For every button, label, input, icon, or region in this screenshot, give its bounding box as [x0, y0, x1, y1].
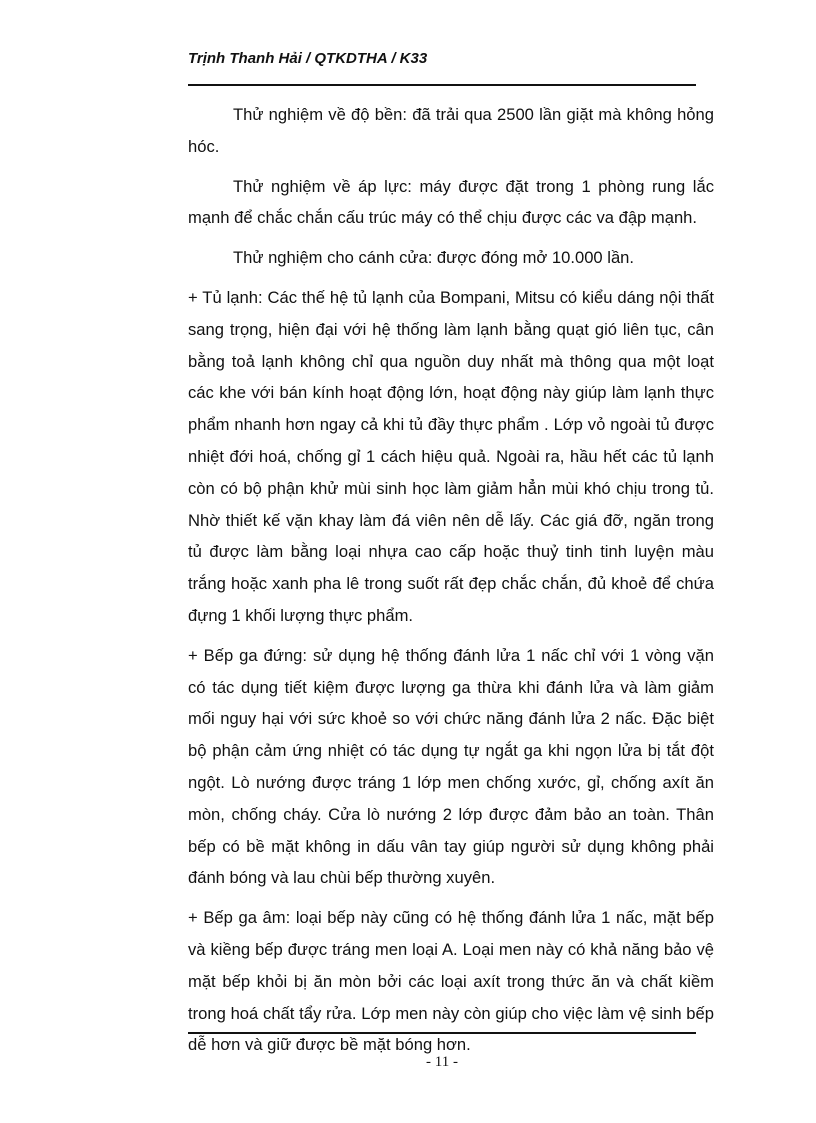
paragraph-pressure-test: Thử nghiệm về áp lực: máy được đặt trong 1 phòng rung lắc mạnh để chắc chắn cấu trúc máy có thể chịu được các va đập mạnh.	[188, 176, 714, 228]
paragraph-refrigerator: + Tủ lạnh: Các thế hệ tủ lạnh của Bompani, Mitsu có kiểu dáng nội thất sang trọng, hiện đại với hệ thống làm lạnh bằng quạt gió liên tục, cân bằng toả lạnh không chỉ qua nguồn duy nhất mà thông qua một loạt các khe với bán kính hoạt động lớn, hoạt động này giúp làm lạnh thực phẩm nhanh hơn ngay cả khi tủ đầy thực phẩm . Lớp vỏ ngoài tủ được nhiệt đới hoá, chống gỉ 1 cách hiệu quả. Ngoài ra, hầu hết các tủ lạnh còn có bộ phận khử mùi sinh học làm giảm hẳn mùi khó chịu trong tủ. Nhờ thiết kế vặn khay làm đá viên nên dễ lấy. Các giá đỡ, ngăn trong tủ được làm bằng loại nhựa cao cấp hoặc thuỷ tinh tinh luyện màu trắng hoặc xanh pha lê trong suốt rất đẹp chắc chắn, đủ khoẻ để chứa đựng 1 khối lượng thực phẩm.	[188, 287, 714, 625]
paragraph-door-test: Thử nghiệm cho cánh cửa: được đóng mở 10.000 lần.	[233, 248, 635, 268]
page-header	[188, 50, 696, 86]
paragraph-built-in-gas-stove: + Bếp ga âm: loại bếp này cũng có hệ thống đánh lửa 1 nấc, mặt bếp và kiềng bếp được tráng men loại A. Loại men này có khả năng bảo vệ mặt bếp khỏi bị ăn mòn bởi các loại axít trong thức ăn và chất kiềm trong hoá chất tẩy rửa. Lớp men này còn giúp cho việc làm vệ sinh bếp dễ hơn và giữ được bề mặt bóng hơn.	[188, 908, 714, 1055]
document-body	[188, 99, 714, 1069]
header-title: Trịnh Thanh Hải / QTKDTHA / K33	[188, 50, 428, 67]
footer-divider	[188, 1032, 696, 1034]
paragraph-durability-test: Thử nghiệm về độ bền: đã trải qua 2500 lần giặt mà không hỏng hóc.	[188, 105, 714, 156]
paragraph-standing-gas-stove: + Bếp ga đứng: sử dụng hệ thống đánh lửa 1 nấc chỉ với 1 vòng vặn có tác dụng tiết kiệm được lượng ga thừa khi đánh lửa và làm giảm mối nguy hại với sức khoẻ so với chức năng đánh lửa 2 nấc. Đặc biệt bộ phận cảm ứng nhiệt có tác dụng tự ngắt ga khi ngọn lửa bị tắt đột ngột. Lò nướng được tráng 1 lớp men chống xước, gỉ, chống axít ăn mòn, chống cháy. Cửa lò nướng 2 lớp được đảm bảo an toàn. Thân bếp có bề mặt không in dấu vân tay giúp người sử dụng không phải đánh bóng và lau chùi bếp thường xuyên.	[188, 645, 714, 888]
page-number: - 11 -	[426, 1054, 458, 1070]
